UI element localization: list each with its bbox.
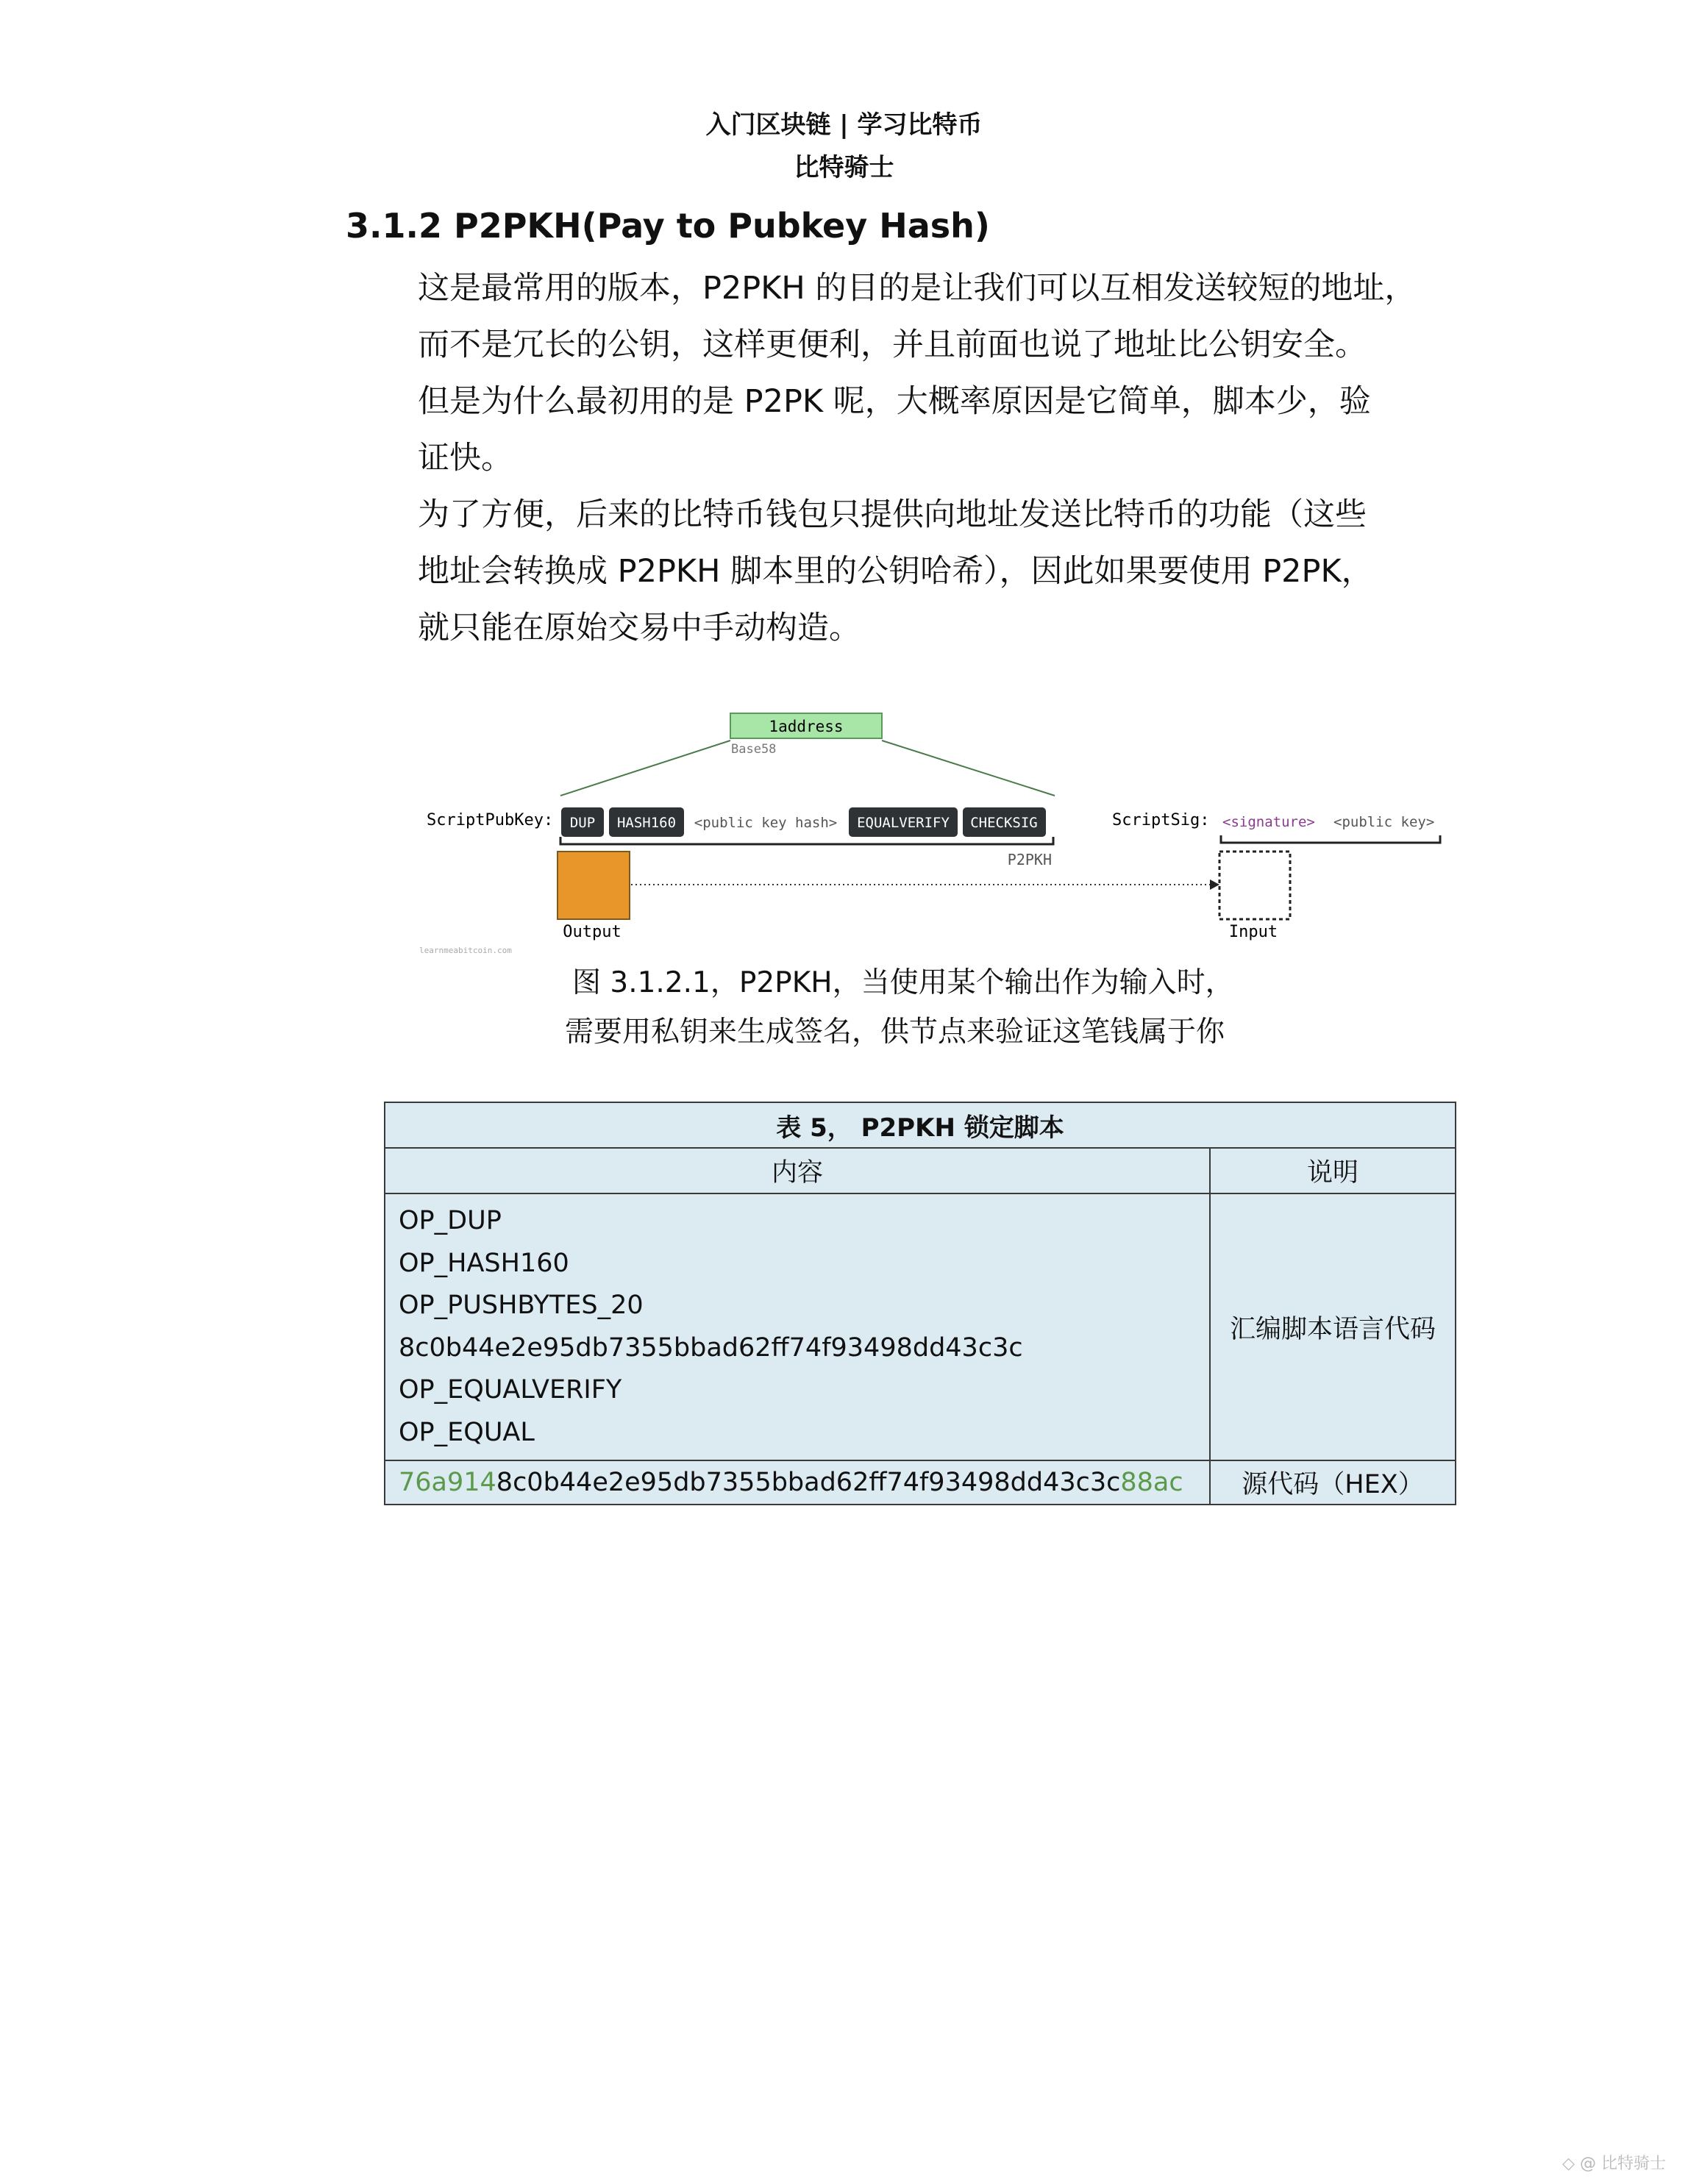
hex-description: 源代码（HEX）	[1210, 1460, 1456, 1505]
hex-suffix: 88ac	[1120, 1468, 1183, 1497]
input-label: Input	[1228, 923, 1278, 941]
asm-cell	[385, 1193, 1210, 1460]
paragraph-line: 这是最常用的版本，P2PKH 的目的是让我们可以互相发送较短的地址，	[418, 270, 1417, 307]
hex-cell	[385, 1460, 1210, 1505]
paragraph-line: 就只能在原始交易中手动构造。	[418, 610, 861, 646]
header-author: 比特骑士	[794, 153, 894, 182]
asm-line: OP_PUSHBYTES_20	[399, 1291, 644, 1320]
column-header-content: 内容	[385, 1148, 1210, 1193]
asm-line: 8c0b44e2e95db7355bbad62ff74f93498dd43c3c	[399, 1332, 1023, 1363]
address-line-left	[560, 741, 730, 796]
figure-caption-line1: 图 3.1.2.1，P2PKH，当使用某个输出作为输入时，	[572, 966, 1234, 999]
paragraph-line: 但是为什么最初用的是 P2PK 呢，大概率原因是它简单，脚本少，验	[418, 383, 1371, 420]
p2pkh-lock-table	[384, 1102, 1456, 1505]
p2pkh-diagram	[412, 702, 1456, 960]
input-box	[1219, 852, 1290, 919]
address-base58-label: Base58	[731, 742, 777, 757]
credit-text: learnmeabitcoin.com	[419, 946, 512, 955]
address-label: 1address	[769, 718, 844, 735]
address-line-right	[882, 741, 1055, 796]
paragraph-line: 地址会转换成 P2PKH 脚本里的公钥哈希），因此如果要使用 P2PK，	[418, 553, 1373, 590]
p2pkh-label: P2PKH	[1007, 851, 1052, 868]
table-caption: 表 5， P2PKH 锁定脚本	[385, 1102, 1456, 1148]
output-box	[558, 852, 630, 919]
hex-body: 8c0b44e2e95db7355bbad62ff74f93498dd43c3c	[496, 1468, 1121, 1497]
pubkey-hash-placeholder: <public key hash>	[694, 815, 838, 831]
table-row	[385, 1193, 1456, 1460]
header-title: 入门区块链 | 学习比特币	[705, 110, 983, 140]
asm-line: OP_EQUALVERIFY	[399, 1375, 622, 1405]
asm-line: OP_DUP	[399, 1206, 502, 1235]
column-header-description: 说明	[1210, 1148, 1456, 1193]
section-title: 3.1.2 P2PKH(Pay to Pubkey Hash)	[346, 206, 990, 246]
op-equalverify: EQUALVERIFY	[857, 815, 950, 831]
figure-caption-line2: 需要用私钥来生成签名，供节点来验证这笔钱属于你	[565, 1016, 1225, 1049]
scriptsig-label: ScriptSig:	[1112, 811, 1210, 829]
asm-line: OP_EQUAL	[399, 1417, 535, 1447]
paragraph-line: 而不是冗长的公钥，这样更便利，并且前面也说了地址比公钥安全。	[418, 326, 1367, 363]
table-row	[385, 1460, 1456, 1505]
asm-description: 汇编脚本语言代码	[1210, 1193, 1456, 1460]
paragraph-line: 证快。	[418, 440, 513, 477]
spend-arrow-head	[1210, 879, 1219, 890]
output-label: Output	[563, 923, 622, 941]
asm-line: OP_HASH160	[399, 1248, 569, 1278]
scriptpubkey-bracket	[560, 837, 1053, 844]
signature-placeholder: <signature>	[1222, 814, 1315, 830]
op-hash160: HASH160	[616, 815, 677, 831]
hex-prefix: 76a914	[399, 1468, 496, 1497]
scriptpubkey-label: ScriptPubKey:	[427, 811, 554, 829]
op-dup: DUP	[569, 815, 596, 831]
scriptsig-bracket	[1221, 835, 1440, 843]
paragraph-line: 为了方便，后来的比特币钱包只提供向地址发送比特币的功能（这些	[418, 496, 1367, 533]
public-key-placeholder: <public key>	[1333, 814, 1435, 830]
op-checksig: CHECKSIG	[970, 815, 1038, 831]
watermark: ◇ @ 比特骑士	[1562, 2155, 1666, 2173]
